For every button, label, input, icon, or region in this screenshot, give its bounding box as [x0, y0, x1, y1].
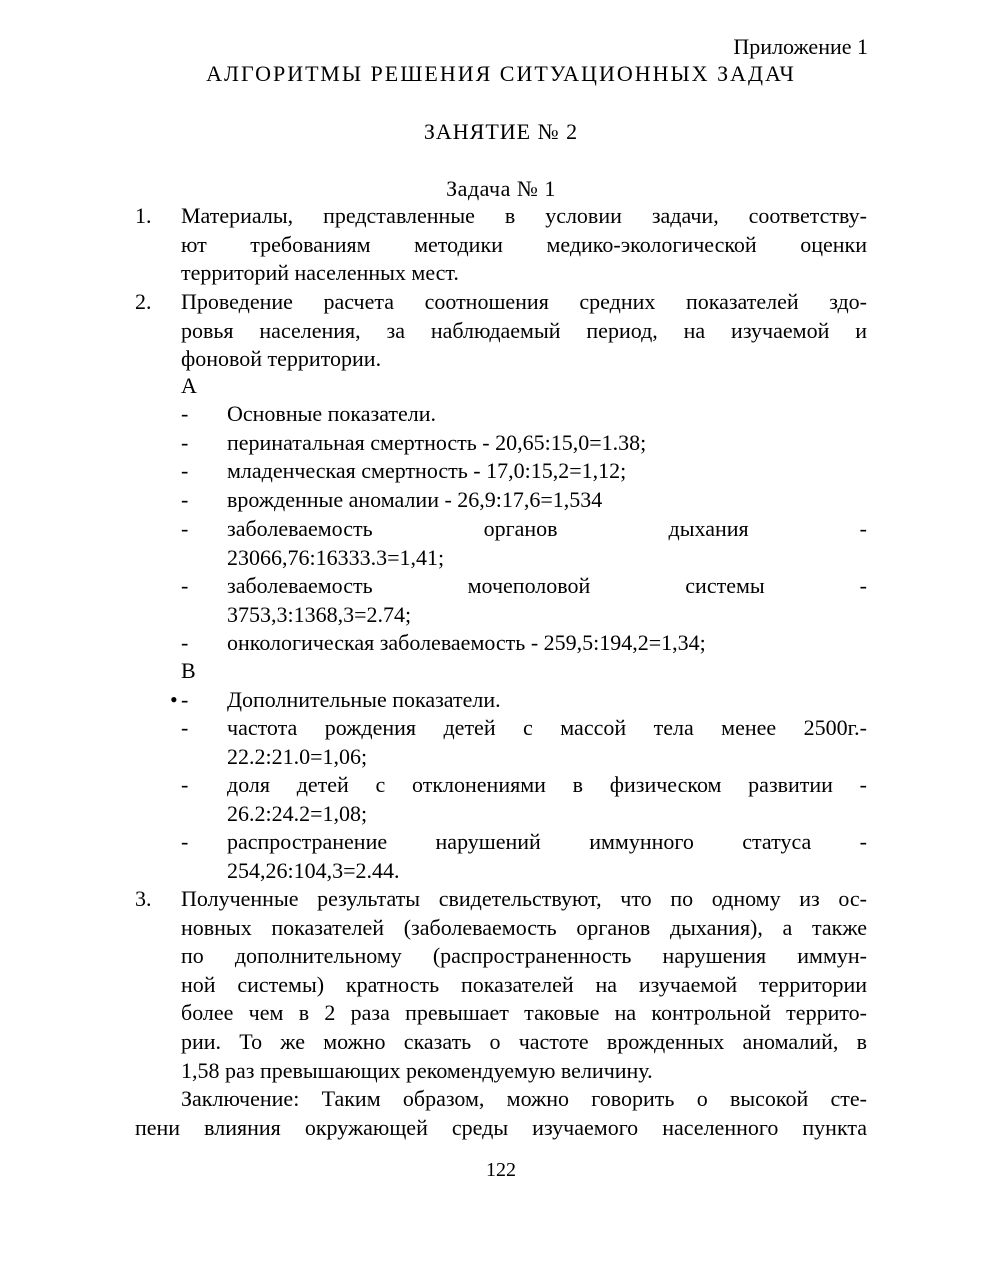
list-dash: -: [181, 630, 189, 655]
list-item: [227, 515, 867, 572]
text-line: Полученные результаты свидетельствуют, что по одному из ос-: [181, 886, 867, 911]
text-line: новных показателей (заболеваемость органов дыхания), а также: [181, 914, 867, 940]
section-a-letter: А: [181, 373, 197, 398]
list-item: [227, 828, 867, 885]
item-3-text: [181, 885, 867, 1085]
text-line: Материалы, представленные в условии задачи, соответству-: [181, 203, 867, 228]
text-line: заболеваемость органов дыхания -: [227, 516, 867, 541]
text-line: 1,58 раз превышающих рекомендуемую величину.: [181, 1057, 653, 1083]
conclusion-paragraph: [135, 1085, 867, 1142]
list-dash: -: [181, 829, 189, 854]
item-number: 1.: [135, 203, 152, 228]
list-item: [227, 771, 867, 828]
page-title: АЛГОРИТМЫ РЕШЕНИЯ СИТУАЦИОННЫХ ЗАДАЧ: [206, 61, 796, 86]
list-item: онкологическая заболеваемость - 259,5:194,2=1,34;: [227, 630, 706, 655]
item-number: 3.: [135, 886, 152, 911]
section-a-heading: Основные показатели.: [227, 401, 437, 426]
list-dash: -: [181, 772, 189, 797]
list-dash: -: [181, 715, 189, 740]
appendix-label: Приложение 1: [733, 34, 868, 59]
text-line: ют требованиям методики медико-экологической оценки: [181, 231, 867, 257]
text-line: фоновой территории.: [181, 346, 382, 372]
list-dash: -: [181, 401, 189, 426]
text-line: 3753,3:1368,3=2.74;: [227, 601, 412, 627]
list-dash: -: [181, 573, 189, 598]
page-number: 122: [486, 1159, 516, 1181]
text-line: 254,26:104,3=2.44.: [227, 857, 400, 883]
text-line: по дополнительному (распространенность нарушения иммун-: [181, 943, 867, 969]
text-line: 26.2:24.2=1,08;: [227, 800, 368, 826]
text-line: рии. То же можно сказать о частоте врожденных аномалий, в: [181, 1028, 867, 1054]
text-line: более чем в 2 раза превышает таковые на контрольной террито-: [181, 1000, 867, 1026]
text-line: пени влияния окружающей среды изучаемого населенного пункта: [135, 1114, 867, 1140]
item-1-text: [181, 202, 867, 288]
text-line: частота рождения детей с массой тела менее 2500г.-: [227, 715, 867, 740]
section-b-heading: Дополнительные показатели.: [227, 687, 501, 712]
text-line: Проведение расчета соотношения средних показателей здо-: [181, 289, 867, 314]
task-title: Задача № 1: [446, 176, 556, 201]
item-number: 2.: [135, 289, 152, 314]
list-item: младенческая смертность - 17,0:15,2=1,12;: [227, 458, 627, 483]
text-line: Заключение: Таким образом, можно говорить о высокой сте-: [181, 1086, 867, 1111]
list-dash: -: [181, 458, 189, 483]
section-b-letter: В: [181, 658, 196, 683]
text-line: заболеваемость мочеполовой системы -: [227, 573, 867, 598]
list-dash: -: [181, 430, 189, 455]
list-dash: -: [181, 516, 189, 541]
list-item: перинатальная смертность - 20,65:15,0=1.38;: [227, 430, 647, 455]
text-line: 22.2:21.0=1,06;: [227, 743, 368, 769]
text-line: доля детей с отклонениями в физическом развитии -: [227, 772, 867, 797]
text-line: ной системы) кратность показателей на изучаемой территории: [181, 971, 867, 997]
lesson-title: ЗАНЯТИЕ № 2: [423, 119, 579, 144]
list-item: врожденные аномалии - 26,9:17,6=1,534: [227, 487, 603, 512]
text-line: 23066,76:16333.3=1,41;: [227, 544, 445, 570]
list-dash: -: [181, 687, 189, 712]
list-item: [227, 714, 867, 771]
bullet-icon: •: [170, 687, 178, 712]
list-item: [227, 572, 867, 629]
list-dash: -: [181, 487, 189, 512]
text-line: распространение нарушений иммунного статуса -: [227, 829, 867, 854]
text-line: ровья населения, за наблюдаемый период, на изучаемой и: [181, 317, 867, 343]
text-line: территорий населенных мест.: [181, 260, 459, 286]
item-2-text: [181, 288, 867, 374]
